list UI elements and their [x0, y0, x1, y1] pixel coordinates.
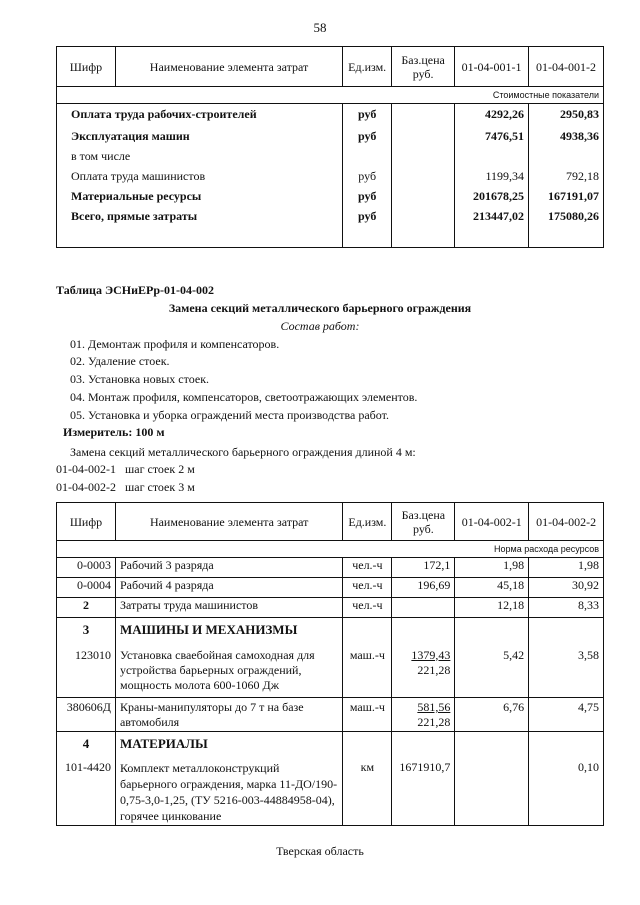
section-title: Замена секций металлического барьерного ограждения — [168, 301, 472, 315]
header-col2: 01-04-001-2 — [529, 47, 604, 87]
table-label: Таблица ЭСНиЕРр-01-04-002 — [56, 283, 215, 297]
header-name: Наименование элемента затрат — [115, 47, 342, 87]
header-col2: 01-04-002-2 — [529, 503, 604, 541]
work-item: 01. Демонтаж профиля и компенсаторов. — [70, 337, 280, 351]
table-row: 0-0004 Рабочий 4 разряда чел.-ч 196,69 45,18 30,92 — [57, 578, 604, 598]
table-row: 0-0003 Рабочий 3 разряда чел.-ч 172,1 1,98 1,98 — [57, 558, 604, 578]
work-item: 03. Установка новых стоек. — [70, 372, 210, 386]
table-row: Эксплуатация машин руб 7476,51 4938,36 — [57, 126, 604, 146]
header-col1: 01-04-002-1 — [455, 503, 529, 541]
header-code: Шифр — [57, 47, 116, 87]
table-row: Оплата труда машинистов руб 1199,34 792,18 — [57, 166, 604, 186]
header-base-price: Баз.цена руб. — [392, 47, 455, 87]
table-row: 380606Д Краны-манипуляторы до 7 т на базе автомобиля маш.-ч 581,56 221,28 6,76 4,75 — [57, 698, 604, 732]
section-row: 4 МАТЕРИАЛЫ — [57, 732, 604, 760]
description: Замена секций металлического барьерного ограждения длиной 4 м: — [70, 445, 416, 459]
header-code: Шифр — [57, 503, 116, 541]
header-col1: 01-04-001-1 — [455, 47, 529, 87]
subheader: Норма расхода ресурсов — [57, 541, 604, 558]
cost-table — [56, 46, 604, 248]
table-row: 2 Затраты труда машинистов чел.-ч 12,18 8,33 — [57, 598, 604, 618]
subheader: Стоимостные показатели — [57, 87, 604, 104]
resource-table — [56, 502, 604, 826]
header-name: Наименование элемента затрат — [115, 503, 342, 541]
work-heading: Состав работ: — [280, 319, 360, 333]
table-row: в том числе — [57, 146, 604, 166]
variant: 01-04-002-1 шаг стоек 2 м — [56, 462, 195, 476]
table-row: 101-4420 Комплект металлоконструкций барьерного ограждения, марка 11-ДО/190-0,75-3,0-1,25, (ТУ 5216-003-44884958-04), горячее цинкование км 1671910,7 0,10 — [57, 760, 604, 826]
header-unit: Ед.изм. — [343, 503, 392, 541]
footer-region: Тверская область — [276, 844, 364, 858]
meter: Измеритель: 100 м — [63, 425, 165, 439]
work-item: 05. Установка и уборка ограждений места производства работ. — [70, 408, 389, 422]
work-item: 02. Удаление стоек. — [70, 354, 170, 368]
table-row: Всего, прямые затраты руб 213447,02 175080,26 — [57, 206, 604, 226]
page-number: 58 — [313, 20, 327, 35]
header-unit: Ед.изм. — [343, 47, 392, 87]
table-row: Оплата труда рабочих-строителей руб 4292,26 2950,83 — [57, 104, 604, 126]
work-item: 04. Монтаж профиля, компенсаторов, светоотражающих элементов. — [70, 390, 418, 404]
table-row: Материальные ресурсы руб 201678,25 167191,07 — [57, 186, 604, 206]
section-row: 3 МАШИНЫ И МЕХАНИЗМЫ — [57, 618, 604, 648]
table-row: 123010 Установка сваебойная самоходная для устройства барьерных ограждений, мощность молота 600-1060 Дж маш.-ч 1379,43 221,28 5,42 3,58 — [57, 648, 604, 698]
variant: 01-04-002-2 шаг стоек 3 м — [56, 480, 195, 494]
header-base-price: Баз.цена руб. — [392, 503, 455, 541]
